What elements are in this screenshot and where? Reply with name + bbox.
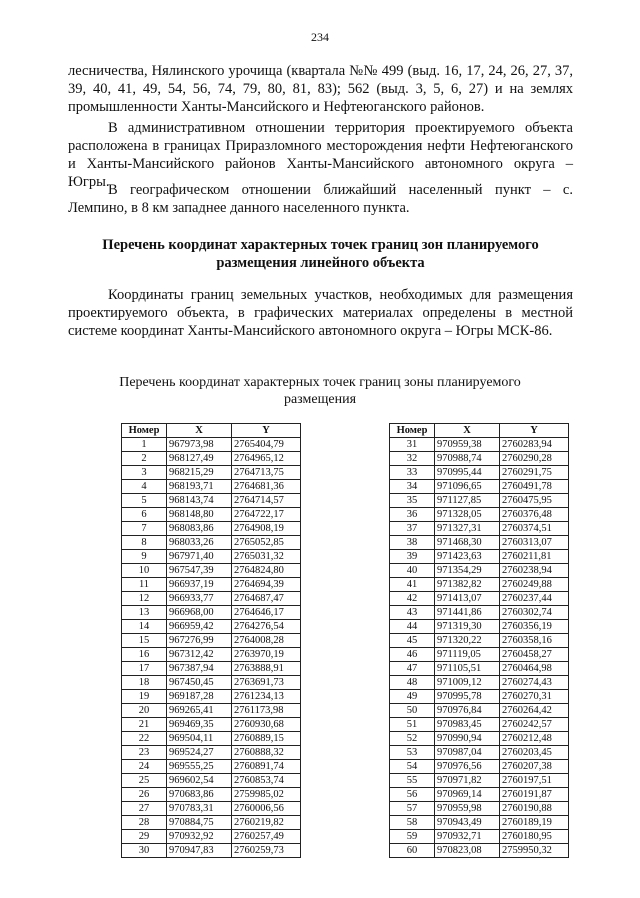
coordinate-x: 968215,29: [167, 466, 232, 480]
coordinate-y: 2760191,87: [500, 788, 569, 802]
table-row: [390, 802, 569, 816]
coordinate-x: 967450,45: [167, 676, 232, 690]
point-number: 27: [122, 802, 167, 816]
coordinate-x: 970683,86: [167, 788, 232, 802]
coordinate-x: 971328,05: [435, 508, 500, 522]
point-number: 53: [390, 746, 435, 760]
table-row: [122, 564, 301, 578]
table-row: [390, 550, 569, 564]
coordinate-x: 970943,49: [435, 816, 500, 830]
coordinate-x: 971127,85: [435, 494, 500, 508]
coordinate-x: 970976,56: [435, 760, 500, 774]
coordinate-x: 967971,40: [167, 550, 232, 564]
coordinate-y: 2764681,36: [232, 480, 301, 494]
point-number: 16: [122, 648, 167, 662]
table-row: [122, 452, 301, 466]
table-row: [390, 760, 569, 774]
table-row: [122, 732, 301, 746]
table-row: [390, 466, 569, 480]
header-number: Номер: [390, 424, 435, 438]
point-number: 9: [122, 550, 167, 564]
header-y: Y: [500, 424, 569, 438]
point-number: 56: [390, 788, 435, 802]
coordinate-y: 2760475,95: [500, 494, 569, 508]
point-number: 43: [390, 606, 435, 620]
table-row: [122, 508, 301, 522]
table-row: [122, 466, 301, 480]
coordinate-x: 970988,74: [435, 452, 500, 466]
coordinate-x: 971423,63: [435, 550, 500, 564]
coordinate-x: 967312,42: [167, 648, 232, 662]
table-row: [122, 788, 301, 802]
coordinate-y: 2760207,38: [500, 760, 569, 774]
point-number: 39: [390, 550, 435, 564]
paragraph-administrative-location: В административном отношении территория проектируемого объекта расположена в границах Приразломного месторождения нефти Нефтеюганского и Ханты-Мансийского районов Ханты-Мансийского автономного округа – Югры.: [68, 120, 573, 190]
table-row: [390, 606, 569, 620]
coordinate-y: 2760283,94: [500, 438, 569, 452]
coordinate-y: 2760291,75: [500, 466, 569, 480]
coordinate-y: 2760889,15: [232, 732, 301, 746]
point-number: 55: [390, 774, 435, 788]
point-number: 31: [390, 438, 435, 452]
coordinate-y: 2760891,74: [232, 760, 301, 774]
coordinate-y: 2760211,81: [500, 550, 569, 564]
coordinate-x: 966937,19: [167, 578, 232, 592]
coordinate-y: 2760264,42: [500, 704, 569, 718]
coordinate-x: 970971,82: [435, 774, 500, 788]
table-row: [390, 676, 569, 690]
table-row: [390, 592, 569, 606]
coordinate-x: 968143,74: [167, 494, 232, 508]
point-number: 23: [122, 746, 167, 760]
coordinate-y: 2760853,74: [232, 774, 301, 788]
table-row: [390, 774, 569, 788]
coordinate-x: 971327,31: [435, 522, 500, 536]
section-heading: Перечень координат характерных точек границ зон планируемого размещения линейного объекта: [102, 237, 539, 271]
coordinate-x: 968033,26: [167, 536, 232, 550]
coordinate-x: 967387,94: [167, 662, 232, 676]
coordinate-y: 2760197,51: [500, 774, 569, 788]
header-number: Номер: [122, 424, 167, 438]
point-number: 2: [122, 452, 167, 466]
coordinate-y: 2759985,02: [232, 788, 301, 802]
coordinate-x: 966933,77: [167, 592, 232, 606]
coordinate-y: 2764008,28: [232, 634, 301, 648]
coordinate-x: 971354,29: [435, 564, 500, 578]
table-row: [122, 746, 301, 760]
table-row: [390, 732, 569, 746]
coordinate-y: 2765052,85: [232, 536, 301, 550]
point-number: 59: [390, 830, 435, 844]
coordinate-y: 2760356,19: [500, 620, 569, 634]
coordinate-y: 2760302,74: [500, 606, 569, 620]
coordinate-y: 2760238,94: [500, 564, 569, 578]
point-number: 1: [122, 438, 167, 452]
point-number: 46: [390, 648, 435, 662]
table-row: [122, 760, 301, 774]
coordinate-y: 2764276,54: [232, 620, 301, 634]
coordinates-table-left: [121, 423, 301, 858]
coordinate-x: 968083,86: [167, 522, 232, 536]
coordinate-x: 970884,75: [167, 816, 232, 830]
table-row: [122, 634, 301, 648]
coordinate-y: 2760257,49: [232, 830, 301, 844]
table-row: [390, 578, 569, 592]
point-number: 17: [122, 662, 167, 676]
point-number: 57: [390, 802, 435, 816]
table-row: [390, 746, 569, 760]
table-row: [122, 802, 301, 816]
coordinate-x: 969265,41: [167, 704, 232, 718]
coordinate-x: 971382,82: [435, 578, 500, 592]
coordinate-x: 971320,22: [435, 634, 500, 648]
coordinate-y: 2760888,32: [232, 746, 301, 760]
coordinate-y: 2759950,32: [500, 844, 569, 858]
table-row: [122, 676, 301, 690]
point-number: 42: [390, 592, 435, 606]
point-number: 60: [390, 844, 435, 858]
point-number: 22: [122, 732, 167, 746]
table-row: [390, 494, 569, 508]
coordinate-x: 969602,54: [167, 774, 232, 788]
header-y: Y: [232, 424, 301, 438]
coordinate-x: 969524,27: [167, 746, 232, 760]
coordinate-y: 2764824,80: [232, 564, 301, 578]
table-row: [390, 844, 569, 858]
table-row: [390, 480, 569, 494]
header-x: X: [435, 424, 500, 438]
point-number: 48: [390, 676, 435, 690]
coordinate-y: 2764722,17: [232, 508, 301, 522]
table-row: [122, 718, 301, 732]
coordinate-y: 2760464,98: [500, 662, 569, 676]
coordinate-x: 970987,04: [435, 746, 500, 760]
point-number: 24: [122, 760, 167, 774]
table-row: [122, 536, 301, 550]
table-row: [122, 648, 301, 662]
coordinate-y: 2760358,16: [500, 634, 569, 648]
coordinate-y: 2764714,57: [232, 494, 301, 508]
coordinate-y: 2764965,12: [232, 452, 301, 466]
coordinate-y: 2764687,47: [232, 592, 301, 606]
coordinates-table-right: [389, 423, 569, 858]
table-caption: Перечень координат характерных точек границ зоны планируемого размещения: [119, 375, 521, 407]
table-row: [122, 480, 301, 494]
coordinate-x: 971468,30: [435, 536, 500, 550]
point-number: 33: [390, 466, 435, 480]
coordinate-x: 966968,00: [167, 606, 232, 620]
table-row: [122, 816, 301, 830]
table-row: [390, 662, 569, 676]
table-row: [390, 564, 569, 578]
table-row: [390, 816, 569, 830]
coordinate-x: 968148,80: [167, 508, 232, 522]
table-row: [122, 662, 301, 676]
coordinate-y: 2760274,43: [500, 676, 569, 690]
table-header-row: [390, 424, 569, 438]
paragraph-forestry-lands: лесничества, Нялинского урочища (квартала №№ 499 (выд. 16, 17, 24, 26, 27, 37, 39, 40, 41, 49, 54, 56, 74, 79, 80, 81, 83); 562 (выд. 3, 5, 6, 27) и на землях промышленности Ханты-Мансийского и Нефтеюганского районов.: [68, 63, 573, 115]
coordinate-y: 2764646,17: [232, 606, 301, 620]
coordinate-x: 969555,25: [167, 760, 232, 774]
coordinate-x: 971119,05: [435, 648, 500, 662]
table-row: [122, 592, 301, 606]
table-row: [122, 704, 301, 718]
table-row: [390, 508, 569, 522]
table-row: [390, 648, 569, 662]
table-row: [390, 522, 569, 536]
coordinate-x: 967973,98: [167, 438, 232, 452]
point-number: 5: [122, 494, 167, 508]
coordinate-x: 969504,11: [167, 732, 232, 746]
point-number: 4: [122, 480, 167, 494]
coordinate-x: 971096,65: [435, 480, 500, 494]
coordinate-y: 2760203,45: [500, 746, 569, 760]
point-number: 26: [122, 788, 167, 802]
coordinate-x: 970995,78: [435, 690, 500, 704]
table-row: [390, 690, 569, 704]
coordinate-x: 971319,30: [435, 620, 500, 634]
coordinate-x: 970959,38: [435, 438, 500, 452]
coordinate-y: 2760376,48: [500, 508, 569, 522]
table-row: [122, 522, 301, 536]
point-number: 18: [122, 676, 167, 690]
coordinate-y: 2760189,19: [500, 816, 569, 830]
coordinate-x: 970969,14: [435, 788, 500, 802]
coordinate-y: 2760313,07: [500, 536, 569, 550]
table-row: [390, 620, 569, 634]
table-row: [122, 438, 301, 452]
point-number: 3: [122, 466, 167, 480]
table-row: [122, 578, 301, 592]
coordinate-x: 967547,39: [167, 564, 232, 578]
coordinate-y: 2760249,88: [500, 578, 569, 592]
coordinate-x: 968193,71: [167, 480, 232, 494]
coordinate-x: 970823,08: [435, 844, 500, 858]
coordinate-y: 2761173,98: [232, 704, 301, 718]
point-number: 44: [390, 620, 435, 634]
point-number: 29: [122, 830, 167, 844]
point-number: 11: [122, 578, 167, 592]
coordinate-y: 2760458,27: [500, 648, 569, 662]
coordinate-x: 971105,51: [435, 662, 500, 676]
page-number: 234: [311, 30, 329, 44]
coordinate-y: 2760374,51: [500, 522, 569, 536]
table-row: [122, 690, 301, 704]
coordinate-y: 2760006,56: [232, 802, 301, 816]
coordinate-x: 968127,49: [167, 452, 232, 466]
coordinate-y: 2760212,48: [500, 732, 569, 746]
table-row: [390, 452, 569, 466]
point-number: 15: [122, 634, 167, 648]
point-number: 49: [390, 690, 435, 704]
table-row: [122, 774, 301, 788]
point-number: 32: [390, 452, 435, 466]
coordinate-y: 2764713,75: [232, 466, 301, 480]
coordinate-x: 970976,84: [435, 704, 500, 718]
coordinate-y: 2765404,79: [232, 438, 301, 452]
coordinate-x: 971413,07: [435, 592, 500, 606]
coordinate-y: 2760219,82: [232, 816, 301, 830]
table-row: [122, 844, 301, 858]
point-number: 8: [122, 536, 167, 550]
coordinate-x: 971009,12: [435, 676, 500, 690]
point-number: 35: [390, 494, 435, 508]
point-number: 20: [122, 704, 167, 718]
point-number: 7: [122, 522, 167, 536]
coordinate-y: 2760270,31: [500, 690, 569, 704]
point-number: 47: [390, 662, 435, 676]
coordinate-y: 2760237,44: [500, 592, 569, 606]
point-number: 6: [122, 508, 167, 522]
header-x: X: [167, 424, 232, 438]
table-row: [390, 536, 569, 550]
coordinate-x: 971441,86: [435, 606, 500, 620]
coordinate-x: 970959,98: [435, 802, 500, 816]
paragraph-coordinate-system: Координаты границ земельных участков, необходимых для размещения проектируемого объекта, в графических материалах определены в местной системе координат Ханты-Мансийского автономного округа – Югры МСК-86.: [68, 287, 573, 339]
table-row: [390, 704, 569, 718]
paragraph-geographic-location: В географическом отношении ближайший населенный пункт – с. Лемпино, в 8 км западнее данного населенного пункта.: [68, 182, 573, 216]
point-number: 10: [122, 564, 167, 578]
point-number: 34: [390, 480, 435, 494]
point-number: 54: [390, 760, 435, 774]
table-row: [390, 634, 569, 648]
point-number: 52: [390, 732, 435, 746]
table-row: [390, 788, 569, 802]
coordinate-y: 2764908,19: [232, 522, 301, 536]
coordinate-y: 2763888,91: [232, 662, 301, 676]
point-number: 28: [122, 816, 167, 830]
coordinate-y: 2765031,32: [232, 550, 301, 564]
point-number: 13: [122, 606, 167, 620]
coordinate-x: 967276,99: [167, 634, 232, 648]
coordinate-y: 2763691,73: [232, 676, 301, 690]
coordinate-y: 2760180,95: [500, 830, 569, 844]
coordinate-x: 970947,83: [167, 844, 232, 858]
point-number: 30: [122, 844, 167, 858]
point-number: 36: [390, 508, 435, 522]
coordinate-x: 970783,31: [167, 802, 232, 816]
coordinate-y: 2763970,19: [232, 648, 301, 662]
table-row: [122, 620, 301, 634]
table-row: [390, 830, 569, 844]
table-row: [122, 830, 301, 844]
coordinate-y: 2760491,78: [500, 480, 569, 494]
point-number: 45: [390, 634, 435, 648]
coordinate-x: 970932,71: [435, 830, 500, 844]
table-header-row: [122, 424, 301, 438]
point-number: 25: [122, 774, 167, 788]
coordinate-y: 2760259,73: [232, 844, 301, 858]
coordinate-y: 2761234,13: [232, 690, 301, 704]
coordinate-x: 969469,35: [167, 718, 232, 732]
table-row: [122, 494, 301, 508]
coordinate-x: 969187,28: [167, 690, 232, 704]
point-number: 38: [390, 536, 435, 550]
point-number: 12: [122, 592, 167, 606]
coordinate-y: 2760242,57: [500, 718, 569, 732]
point-number: 21: [122, 718, 167, 732]
point-number: 40: [390, 564, 435, 578]
point-number: 41: [390, 578, 435, 592]
coordinate-x: 970932,92: [167, 830, 232, 844]
coordinate-y: 2760190,88: [500, 802, 569, 816]
point-number: 50: [390, 704, 435, 718]
point-number: 14: [122, 620, 167, 634]
point-number: 58: [390, 816, 435, 830]
coordinate-y: 2760290,28: [500, 452, 569, 466]
table-row: [390, 718, 569, 732]
coordinate-y: 2760930,68: [232, 718, 301, 732]
coordinate-x: 970990,94: [435, 732, 500, 746]
coordinate-y: 2764694,39: [232, 578, 301, 592]
table-row: [122, 550, 301, 564]
table-row: [122, 606, 301, 620]
point-number: 37: [390, 522, 435, 536]
coordinate-x: 970983,45: [435, 718, 500, 732]
table-row: [390, 438, 569, 452]
point-number: 19: [122, 690, 167, 704]
point-number: 51: [390, 718, 435, 732]
coordinate-x: 970995,44: [435, 466, 500, 480]
coordinate-x: 966959,42: [167, 620, 232, 634]
